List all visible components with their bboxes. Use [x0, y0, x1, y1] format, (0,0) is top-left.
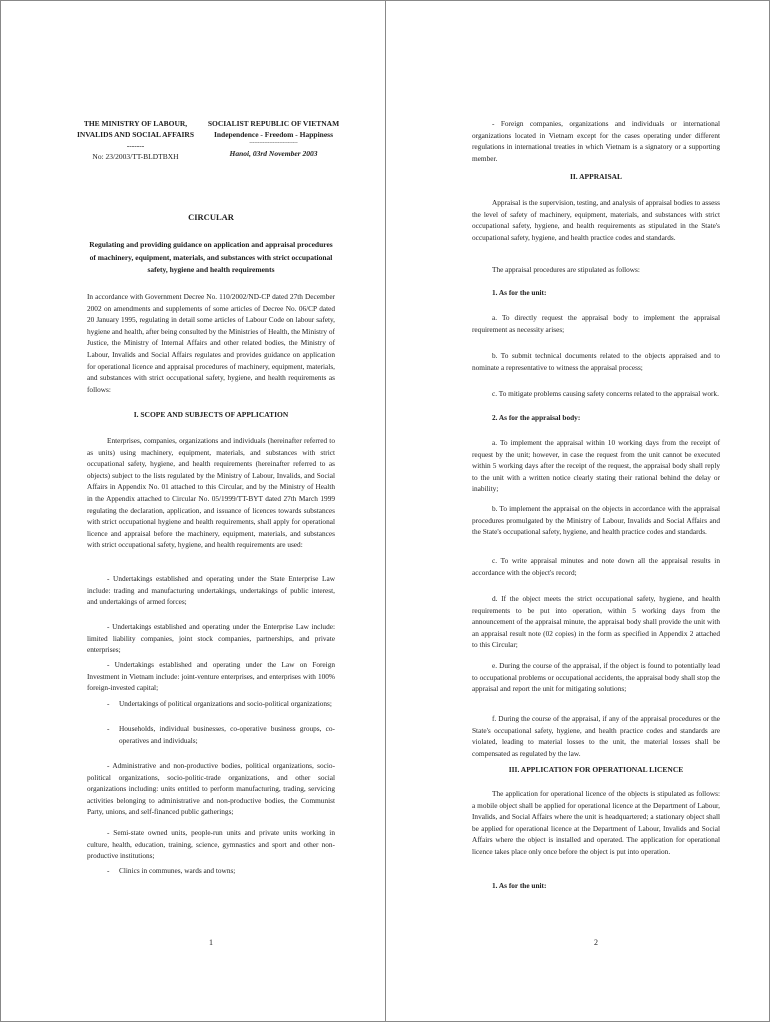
document-page-2 [385, 0, 770, 1022]
procedures-intro: The appraisal procedures are stipulated as follows: [492, 265, 640, 274]
list-item: - Administrative and non-productive bodies, political organizations, socio-political organizations, socio-politic-trade organizations, and other social organizations including: units entitled to perform manufacturing, trading, servicing activities belonging to administrative and non-productive bodies, the Communist Party, unions, and self-financed public gatherings; [87, 761, 335, 817]
section-3-heading: III. APPLICATION FOR OPERATIONAL LICENCE [508, 765, 684, 774]
list-item: a. To implement the appraisal within 10 working days from the receipt of request by the unit; however, in case the request from the unit cannot be executed within 5 working days after the receipt of the request, the appraisal body shall reply to the unit with a written notice clearly stating their rational behind the delay or inability; [472, 438, 720, 494]
unit-heading-2: 1. As for the unit: [492, 881, 547, 890]
document-number: No: 23/2003/TT-BLDTBXH [92, 152, 179, 161]
preamble-paragraph: In accordance with Government Decree No. 110/2002/ND-CP dated 27th December 2002 on amendments and supplements of some articles of Decree No. 06/CP dated 20 January 1995, regulating in detail some articles of Labour Code on labour safety, hygiene and health, after being consulted by the Ministries of Health, the Ministry of Justice, the Ministry of Internal Affairs and other related bodies, the Ministry of Labour, Invalids and Social Affairs regulates and provides guidance on application for operational licence and appraisal procedures of machinery, equipment, materials, and substances with strict occupational safety, hygiene, and health requirements as follows: [87, 292, 335, 394]
list-item: b. To implement the appraisal on the objects in accordance with the appraisal procedures promulgated by the Ministry of Labour, Invalids and Social Affairs and the State's occupational safety, hygiene, and health practice codes and standards. [472, 504, 720, 537]
list-item-text: Households, individual businesses, co-operative business groups, co-operatives and individuals; [119, 724, 335, 745]
document-date: Hanoi, 03rd November 2003 [229, 149, 318, 158]
document-type: CIRCULAR [188, 212, 234, 222]
dash-marker: - [107, 724, 110, 733]
list-item: - Undertakings established and operating under the State Enterprise Law include: trading and manufacturing undertakings, undertakings of public interest, and undertakings of armed forces; [87, 574, 335, 607]
dash-marker: - [107, 866, 110, 875]
unit-heading: 1. As for the unit: [492, 288, 547, 297]
list-item-text: Undertakings of political organizations and socio-political organizations; [119, 699, 332, 708]
page-number: 1 [209, 938, 213, 947]
dash-marker: - [107, 699, 110, 708]
list-item: - Undertakings established and operating under the Enterprise Law include: limited liability companies, joint stock companies, partnerships, and private enterprises; [87, 622, 335, 655]
list-item-text: Clinics in communes, wards and towns; [119, 866, 236, 875]
list-item: - Semi-state owned units, people-run units and private units working in culture, health, education, training, science, gymnastics and sport and other non-productive institutions; [87, 828, 335, 861]
page-number: 2 [594, 938, 598, 947]
list-item: f. During the course of the appraisal, if any of the appraisal procedures or the State's occupational safety, hygiene, and health practice codes and standards are violated, leading to material losses to the unit, the material losses shall be compensated as regulated by the law. [472, 714, 720, 758]
list-item [107, 723, 335, 746]
appraisal-body-heading: 2. As for the appraisal body: [492, 413, 581, 422]
section-3-paragraph: The application for operational licence of the objects is stipulated as follows: a mobile object shall be applied for operational licence at the Department of Labour, Invalids, and Social Affairs where the unit is headquartered; a stationary object shall be applied for operational licence at the Department of Labour, Invalids and Social Affairs where the object is installed and operated. The application for operational licence takes place only once before the object is put into operation. [472, 789, 720, 856]
circular-title: Regulating and providing guidance on application and appraisal procedures of machinery, equipment, materials, and substances with strict occupational safety, hygiene and health requirements [89, 240, 333, 274]
section-2-heading: II. APPRAISAL [569, 172, 623, 181]
list-item: - Undertakings established and operating under the Law on Foreign Investment in Vietnam include: joint-venture enterprises, and enterprises with 100% foreign-invested capital; [87, 660, 335, 693]
section-1-heading: I. SCOPE AND SUBJECTS OF APPLICATION [133, 410, 289, 419]
ministry-rule: ------- [126, 141, 145, 150]
list-item: a. To directly request the appraisal body to implement the appraisal requirement as necessity arises; [472, 313, 720, 334]
ministry-block [73, 118, 198, 162]
list-item: c. To mitigate problems causing safety concerns related to the appraisal work. [492, 389, 719, 398]
ministry-name: THE MINISTRY OF LABOUR, INVALIDS AND SOCIAL AFFAIRS [76, 119, 195, 139]
motto-rule: ----------------------------- [249, 141, 298, 146]
list-item: c. To write appraisal minutes and note down all the appraisal results in accordance with the object's record; [472, 556, 720, 577]
list-item [107, 698, 335, 710]
list-item [107, 865, 335, 877]
list-item: e. During the course of the appraisal, if the object is found to potentially lead to occupational problems or occupational accidents, the appraisal body shall stop the appraisal and report the unit for mitigating solutions; [472, 661, 720, 694]
section-1-intro: Enterprises, companies, organizations and individuals (hereinafter referred to as units) using machinery, equipment, materials, and substances with strict occupational safety, hygiene, and health requirements (hereinafter referred to as objects) subject to the lists regulated by the Ministry of Labour, Invalids, and Social Affairs in Appendix No. 01 attached to this Circular, and by the Ministry of Health in the Appendix attached to Circular No. 05/1999/TT-BYT dated 27th March 1999 regulating the declaration, application, and issuance of licences towards substances with strict occupational hygiene and health requirements, shall apply for operational licence and appraisal before the machinery, equipment, materials, and substances with strict occupational safety, hygiene, and health requirements are used: [87, 436, 335, 550]
list-item: - Foreign companies, organizations and individuals or international organizations located in Vietnam except for the cases operating under different regulations in international treaties in which Vietnam is a signatory or a supporting member. [472, 119, 720, 163]
republic-name: SOCIALIST REPUBLIC OF VIETNAM [207, 119, 340, 128]
list-item: d. If the object meets the strict occupational safety, hygiene, and health requirements to be put into operation, within 5 working days from the announcement of the appraisal minute, the appraisal body shall provide the unit with an appraisal result note (02 copies) in the form as specified in Appendix 2 attached to this Circular; [472, 594, 720, 650]
republic-block [206, 118, 341, 159]
list-item: b. To submit technical documents related to the objects appraised and to nominate a representative to witness the appraisal process; [472, 351, 720, 372]
motto: Independence - Freedom - Happiness [213, 130, 334, 139]
section-2-definition: Appraisal is the supervision, testing, and analysis of appraisal bodies to assess the level of safety of machinery, equipment, materials, and substances with strict occupational safety, hygiene, and health requirements as stipulated in the State's occupational safety, hygiene, and health practice codes and standards. [472, 198, 720, 242]
